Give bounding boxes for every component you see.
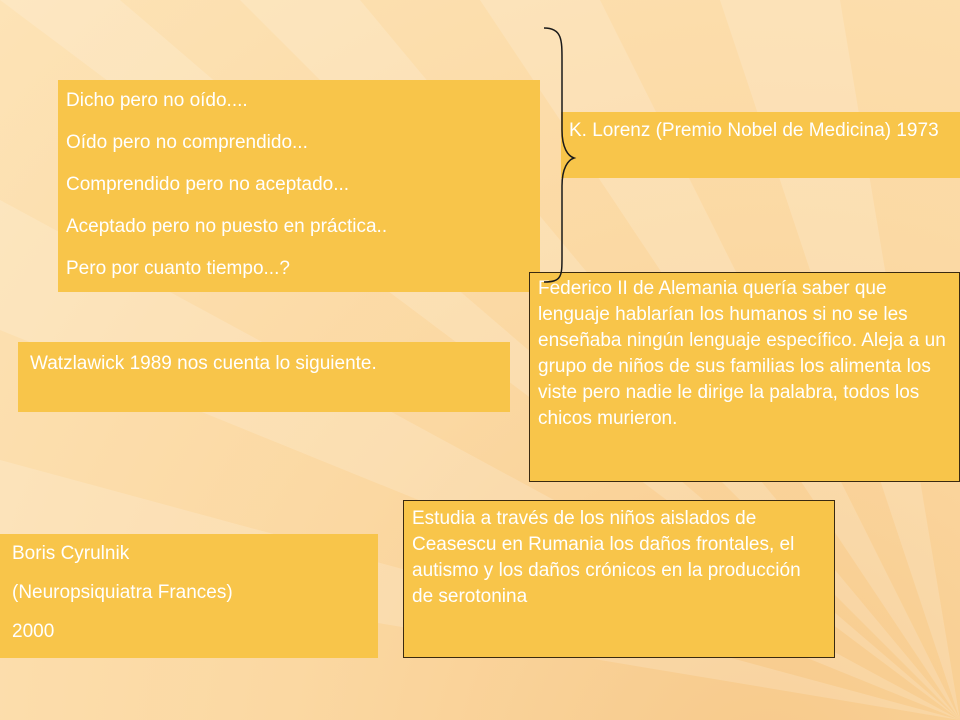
watzlawick-textbox: Watzlawick 1989 nos cuenta lo siguiente. [18, 342, 510, 412]
estudia-textbox: Estudia a través de los niños aislados de Ceasescu en Rumania los daños frontales, el autismo y los daños crónicos en la producción de serotonina [403, 500, 835, 658]
boris-line-3: 2000 [12, 621, 55, 642]
right-brace-shape [540, 20, 580, 290]
federico-textbox: Federico II de Alemania quería saber que lenguaje hablarían los humanos si no se les enseñaba ningún lenguaje específico. Aleja a un grupo de niños de sus familias los alimenta los viste pero nadie le dirige la palabra, todos los chicos murieron. [529, 272, 960, 482]
sayings-textbox [58, 80, 540, 292]
boris-line-2: (Neuropsiquiatra Frances) [12, 582, 233, 603]
boris-line-1: Boris Cyrulnik [12, 543, 130, 564]
saying-line-1: Dicho pero no oído.... [66, 90, 248, 111]
saying-line-2: Oído pero no comprendido... [66, 132, 308, 153]
saying-line-5: Pero por cuanto tiempo...? [66, 258, 290, 279]
boris-textbox [0, 534, 378, 658]
saying-line-3: Comprendido pero no aceptado... [66, 174, 350, 195]
lorenz-textbox: K. Lorenz (Premio Nobel de Medicina) 1973 [561, 112, 960, 178]
saying-line-4: Aceptado pero no puesto en práctica.. [66, 216, 388, 237]
